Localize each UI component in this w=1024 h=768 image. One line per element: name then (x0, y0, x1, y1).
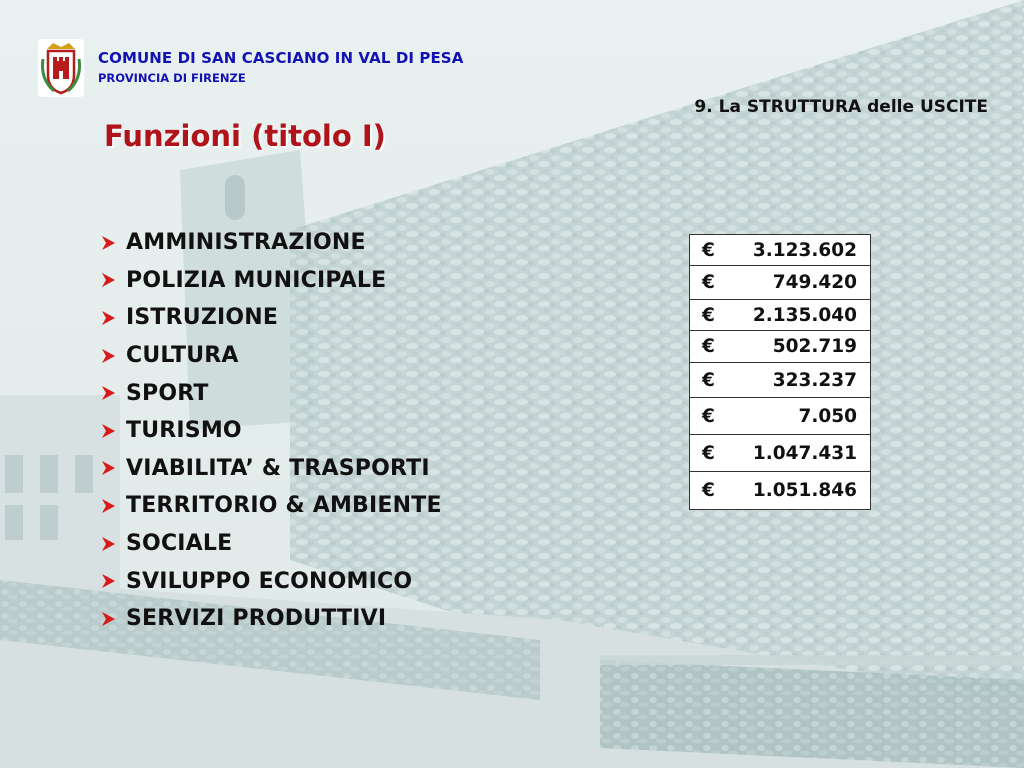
list-item (100, 374, 442, 412)
amount-cell (690, 398, 871, 435)
amount-cell (690, 363, 871, 398)
currency-symbol: € (702, 480, 715, 501)
arrow-bullet-icon (100, 571, 126, 591)
amount-value: 502.719 (772, 336, 857, 357)
list-item (100, 562, 442, 600)
table-row (690, 472, 871, 510)
list-item (100, 262, 442, 300)
arrow-bullet-icon (100, 270, 126, 290)
function-label: CULTURA (126, 343, 239, 369)
function-label: SPORT (126, 380, 209, 406)
function-label: AMMINISTRAZIONE (126, 230, 366, 256)
function-label: VIABILITA’ & TRASPORTI (126, 455, 430, 481)
amount-value: 323.237 (772, 369, 857, 391)
arrow-bullet-icon (100, 458, 126, 478)
list-item (100, 525, 442, 563)
list-item (100, 412, 442, 450)
municipality-name: COMUNE DI SAN CASCIANO IN VAL DI PESA (98, 49, 464, 67)
function-list (100, 224, 442, 638)
arrow-bullet-icon (100, 346, 126, 366)
amount-cell (690, 435, 871, 472)
currency-symbol: € (702, 304, 715, 326)
table-row (690, 300, 871, 331)
function-label: POLIZIA MUNICIPALE (126, 267, 387, 293)
currency-symbol: € (702, 336, 715, 357)
section-title: 9. La STRUTTURA delle USCITE (694, 97, 988, 117)
province-name: PROVINCIA DI FIRENZE (98, 71, 246, 85)
currency-symbol: € (702, 272, 715, 293)
list-item (100, 487, 442, 525)
function-label: SVILUPPO ECONOMICO (126, 568, 413, 594)
list-item (100, 450, 442, 488)
table-row (690, 363, 871, 398)
amount-value: 2.135.040 (752, 304, 857, 326)
currency-symbol: € (702, 442, 715, 464)
amount-cell (690, 472, 871, 510)
arrow-bullet-icon (100, 383, 126, 403)
amount-cell (690, 266, 871, 300)
function-label: ISTRUZIONE (126, 305, 279, 331)
function-label: TURISMO (126, 418, 242, 444)
list-item (100, 600, 442, 638)
currency-symbol: € (702, 239, 715, 261)
currency-symbol: € (702, 405, 715, 427)
arrow-bullet-icon (100, 308, 126, 328)
amount-cell (690, 300, 871, 331)
function-label: SERVIZI PRODUTTIVI (126, 606, 387, 632)
amount-cell (690, 235, 871, 266)
table-row (690, 435, 871, 472)
page-title: Funzioni (titolo I) (104, 119, 386, 153)
table-row (690, 266, 871, 300)
function-label: TERRITORIO & AMBIENTE (126, 493, 442, 519)
arrow-bullet-icon (100, 233, 126, 253)
amount-value: 3.123.602 (752, 239, 857, 261)
municipal-coat-of-arms-icon (38, 39, 84, 97)
list-item (100, 224, 442, 262)
table-row (690, 235, 871, 266)
table-row (690, 398, 871, 435)
arrow-bullet-icon (100, 609, 126, 629)
currency-symbol: € (702, 369, 715, 391)
amounts-table (689, 234, 871, 510)
amount-value: 749.420 (772, 272, 857, 293)
amount-value: 7.050 (798, 405, 857, 427)
amount-value: 1.051.846 (752, 480, 857, 501)
arrow-bullet-icon (100, 534, 126, 554)
list-item (100, 299, 442, 337)
amount-cell (690, 331, 871, 363)
arrow-bullet-icon (100, 421, 126, 441)
function-label: SOCIALE (126, 531, 233, 557)
arrow-bullet-icon (100, 496, 126, 516)
amount-value: 1.047.431 (752, 442, 857, 464)
table-row (690, 331, 871, 363)
list-item (100, 337, 442, 375)
